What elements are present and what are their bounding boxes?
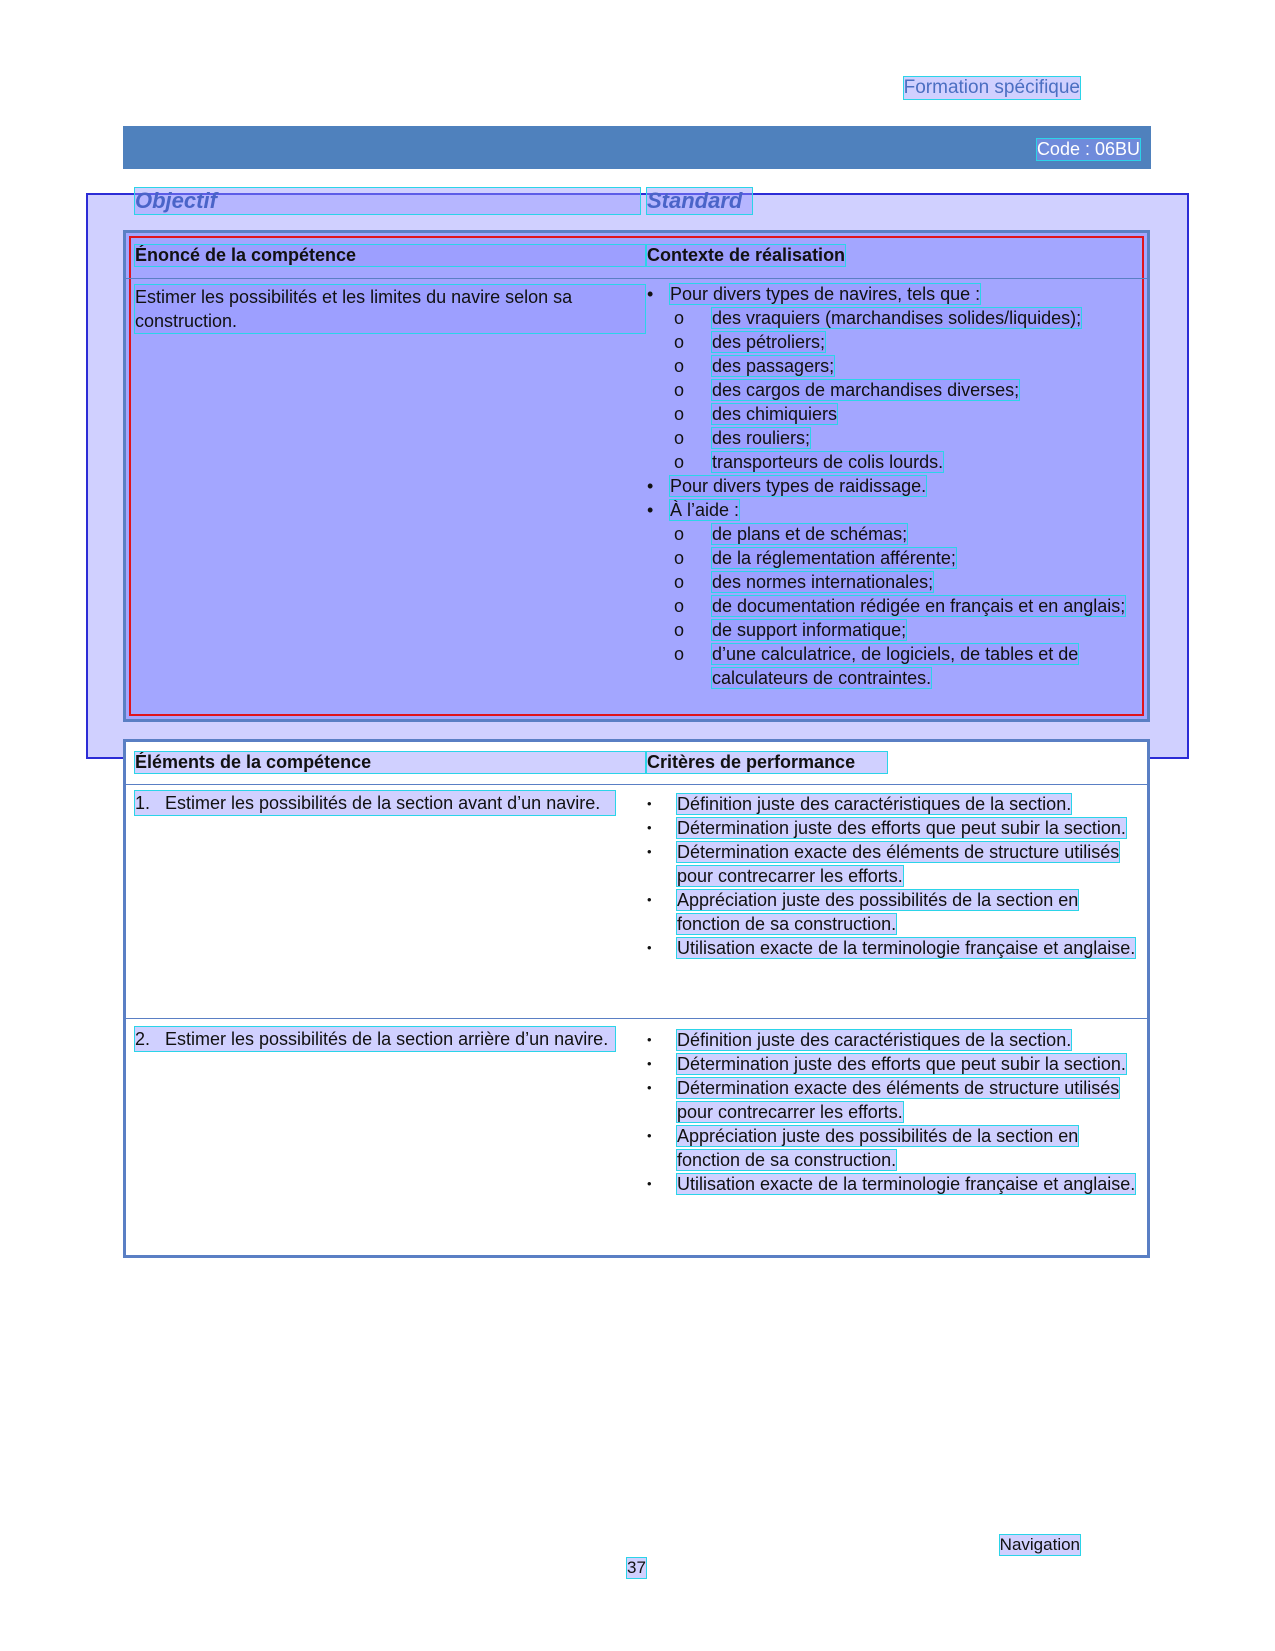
context-item-text: des passagers; bbox=[712, 356, 835, 376]
context-item bbox=[647, 546, 1137, 570]
criterion-item bbox=[647, 816, 1137, 840]
criterion-text: Définition juste des caractéristiques de la section. bbox=[677, 794, 1072, 814]
competence-statement-header: Énoncé de la compétence bbox=[135, 245, 645, 266]
context-item-text: d’une calculatrice, de logiciels, de tables et de calculateurs de contraintes. bbox=[712, 644, 1079, 688]
criterion-item bbox=[647, 936, 1137, 960]
context-item bbox=[647, 474, 1137, 498]
bullet-marker: • bbox=[647, 476, 654, 496]
context-item bbox=[647, 306, 1137, 330]
criterion-item bbox=[647, 1052, 1137, 1076]
criteria-list-1 bbox=[647, 792, 1137, 960]
elements-header: Éléments de la compétence bbox=[135, 752, 645, 773]
criterion-item bbox=[647, 1124, 1137, 1172]
sub-bullet-marker: o bbox=[674, 332, 685, 352]
criterion-text: Définition juste des caractéristiques de la section. bbox=[677, 1030, 1072, 1050]
context-item-text: À l’aide : bbox=[670, 500, 740, 520]
criterion-item bbox=[647, 1076, 1137, 1124]
context-item-text: des chimiquiers bbox=[712, 404, 838, 424]
criterion-text: Détermination juste des efforts que peut subir la section. bbox=[677, 818, 1126, 838]
header-banner bbox=[123, 126, 1151, 169]
bullet-marker: • bbox=[647, 1080, 652, 1095]
context-item bbox=[647, 282, 1137, 306]
context-item bbox=[647, 618, 1137, 642]
sub-bullet-marker: o bbox=[674, 572, 685, 592]
context-item-text: de support informatique; bbox=[712, 620, 907, 640]
competence-statement: Estimer les possibilités et les limites du navire selon sa construction. bbox=[135, 285, 645, 333]
context-item-text: des normes internationales; bbox=[712, 572, 934, 592]
criterion-item bbox=[647, 888, 1137, 936]
sub-bullet-marker: o bbox=[674, 548, 685, 568]
context-item-text: de plans et de schémas; bbox=[712, 524, 908, 544]
criterion-text: Détermination exacte des éléments de structure utilisés pour contrecarrer les efforts. bbox=[677, 1078, 1120, 1122]
context-item bbox=[647, 522, 1137, 546]
element-number: 2. bbox=[135, 1029, 151, 1049]
bullet-marker: • bbox=[647, 820, 652, 835]
element-number: 1. bbox=[135, 793, 151, 813]
bullet-marker: • bbox=[647, 500, 654, 520]
sub-bullet-marker: o bbox=[674, 404, 685, 424]
context-item bbox=[647, 642, 1137, 690]
header-divider bbox=[126, 784, 1147, 785]
section-label: Formation spécifique bbox=[903, 77, 1080, 98]
sub-bullet-marker: o bbox=[674, 428, 685, 448]
context-item-text: Pour divers types de raidissage. bbox=[670, 476, 927, 496]
criterion-text: Détermination juste des efforts que peut subir la section. bbox=[677, 1054, 1126, 1074]
criterion-item bbox=[647, 1028, 1137, 1052]
bullet-marker: • bbox=[647, 844, 652, 859]
context-item-text: des rouliers; bbox=[712, 428, 811, 448]
context-item bbox=[647, 498, 1137, 522]
criterion-text: Utilisation exacte de la terminologie française et anglaise. bbox=[677, 938, 1136, 958]
element-text: Estimer les possibilités de la section arrière d’un navire. bbox=[135, 1027, 615, 1051]
context-item bbox=[647, 378, 1137, 402]
bullet-marker: • bbox=[647, 1056, 652, 1071]
sub-bullet-marker: o bbox=[674, 380, 685, 400]
sub-bullet-marker: o bbox=[674, 596, 685, 616]
page-number: 37 bbox=[627, 1558, 646, 1577]
sub-bullet-marker: o bbox=[674, 524, 685, 544]
context-item bbox=[647, 330, 1137, 354]
element-row-2 bbox=[135, 1027, 615, 1051]
course-code: Code : 06BU bbox=[1036, 139, 1140, 159]
criterion-text: Appréciation juste des possibilités de la section en fonction de sa construction. bbox=[677, 890, 1079, 934]
criterion-text: Détermination exacte des éléments de structure utilisés pour contrecarrer les efforts. bbox=[677, 842, 1120, 886]
criteria-header: Critères de performance bbox=[647, 752, 887, 773]
context-item bbox=[647, 594, 1137, 618]
context-item-text: Pour divers types de navires, tels que : bbox=[670, 284, 981, 304]
criterion-text: Appréciation juste des possibilités de la section en fonction de sa construction. bbox=[677, 1126, 1079, 1170]
context-header: Contexte de réalisation bbox=[647, 245, 846, 265]
context-item-text: des pétroliers; bbox=[712, 332, 826, 352]
bullet-marker: • bbox=[647, 1128, 652, 1143]
criteria-list-2 bbox=[647, 1028, 1137, 1196]
bullet-marker: • bbox=[647, 1176, 652, 1191]
sub-bullet-marker: o bbox=[674, 356, 685, 376]
bullet-marker: • bbox=[647, 1032, 652, 1047]
bullet-marker: • bbox=[647, 892, 652, 907]
sub-bullet-marker: o bbox=[674, 644, 685, 664]
criterion-text: Utilisation exacte de la terminologie française et anglaise. bbox=[677, 1174, 1136, 1194]
header-divider bbox=[126, 278, 1147, 279]
context-item bbox=[647, 570, 1137, 594]
context-item-text: transporteurs de colis lourds. bbox=[712, 452, 944, 472]
context-item-text: des vraquiers (marchandises solides/liquides); bbox=[712, 308, 1082, 328]
navigation-link[interactable]: Navigation bbox=[999, 1535, 1080, 1554]
sub-bullet-marker: o bbox=[674, 308, 685, 328]
objective-title: Objectif bbox=[135, 188, 640, 214]
bullet-marker: • bbox=[647, 796, 652, 811]
element-text: Estimer les possibilités de la section avant d’un navire. bbox=[135, 791, 615, 815]
context-list bbox=[647, 282, 1137, 690]
context-item bbox=[647, 450, 1137, 474]
context-item-text: de documentation rédigée en français et en anglais; bbox=[712, 596, 1126, 616]
row-divider bbox=[126, 1018, 1147, 1019]
sub-bullet-marker: o bbox=[674, 620, 685, 640]
criterion-item bbox=[647, 792, 1137, 816]
sub-bullet-marker: o bbox=[674, 452, 685, 472]
criterion-item bbox=[647, 840, 1137, 888]
context-item-text: de la réglementation afférente; bbox=[712, 548, 956, 568]
context-item bbox=[647, 354, 1137, 378]
criterion-item bbox=[647, 1172, 1137, 1196]
bullet-marker: • bbox=[647, 940, 652, 955]
element-row-1 bbox=[135, 791, 615, 815]
bullet-marker: • bbox=[647, 284, 654, 304]
context-item bbox=[647, 402, 1137, 426]
context-item bbox=[647, 426, 1137, 450]
standard-title: Standard bbox=[647, 188, 752, 214]
context-item-text: des cargos de marchandises diverses; bbox=[712, 380, 1020, 400]
